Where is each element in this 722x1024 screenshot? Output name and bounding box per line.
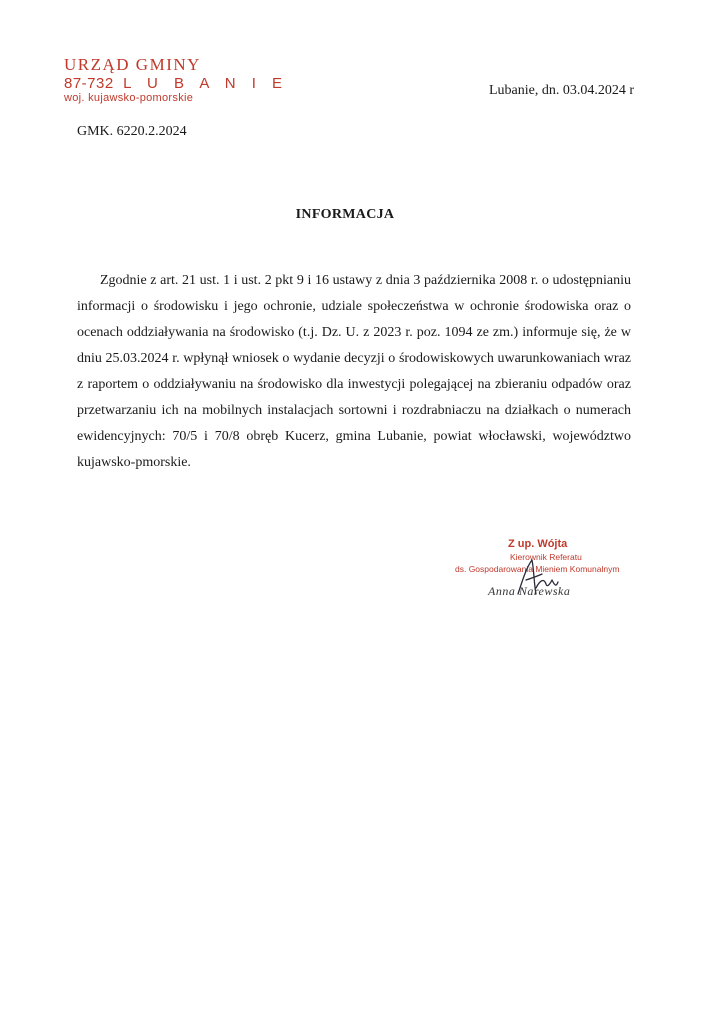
body-paragraph: Zgodnie z art. 21 ust. 1 i ust. 2 pkt 9 i 16 ustawy z dnia 3 października 2008 r. o udostępnianiu informacji o środowisku i jego ochronie, udziale społeczeństwa w ochronie środowiska oraz o ocenach oddziaływania na środowisko (t.j. Dz. U. z 2023 r. poz. 1094 ze zm.) informuje się, że w dniu 25.03.2024 r. wpłynął wniosek o wydanie decyzji o środowiskowych uwarunkowaniach wraz z raportem o oddziaływaniu na środowisko dla inwestycji polegającej na zbieraniu odpadów oraz przetwarzaniu ich na mobilnych instalacjach sortowni i rozdrabniaczu na działkach o numerach ewidencyjnych: 70/5 i 70/8 obręb Kucerz, gmina Lubanie, powiat włocławski, województwo kujawsko-pmorskie. xyxy=(77,273,631,470)
reference-number: GMK. 6220.2.2024 xyxy=(77,124,187,139)
letterhead-stamp xyxy=(64,56,288,104)
signature-stamp-role: Kierownik Referatu xyxy=(510,552,582,562)
letterhead-region: woj. kujawsko-pomorskie xyxy=(64,92,194,104)
signature-block xyxy=(440,538,640,608)
letterhead-address xyxy=(64,76,288,91)
letterhead-office-name: URZĄD GMINY xyxy=(64,55,201,74)
signatory-name: Anna Narewska xyxy=(488,584,571,598)
document-title: INFORMACJA xyxy=(295,207,395,222)
letterhead-postal-code: 87-732 xyxy=(64,75,114,92)
letterhead-town: L U B A N I E xyxy=(123,75,289,92)
signature-stamp-department: ds. Gospodarowania Mieniem Komunalnym xyxy=(455,564,620,574)
place-and-date: Lubanie, dn. 03.04.2024 r xyxy=(488,83,634,98)
signature-stamp-title: Z up. Wójta xyxy=(508,538,568,550)
